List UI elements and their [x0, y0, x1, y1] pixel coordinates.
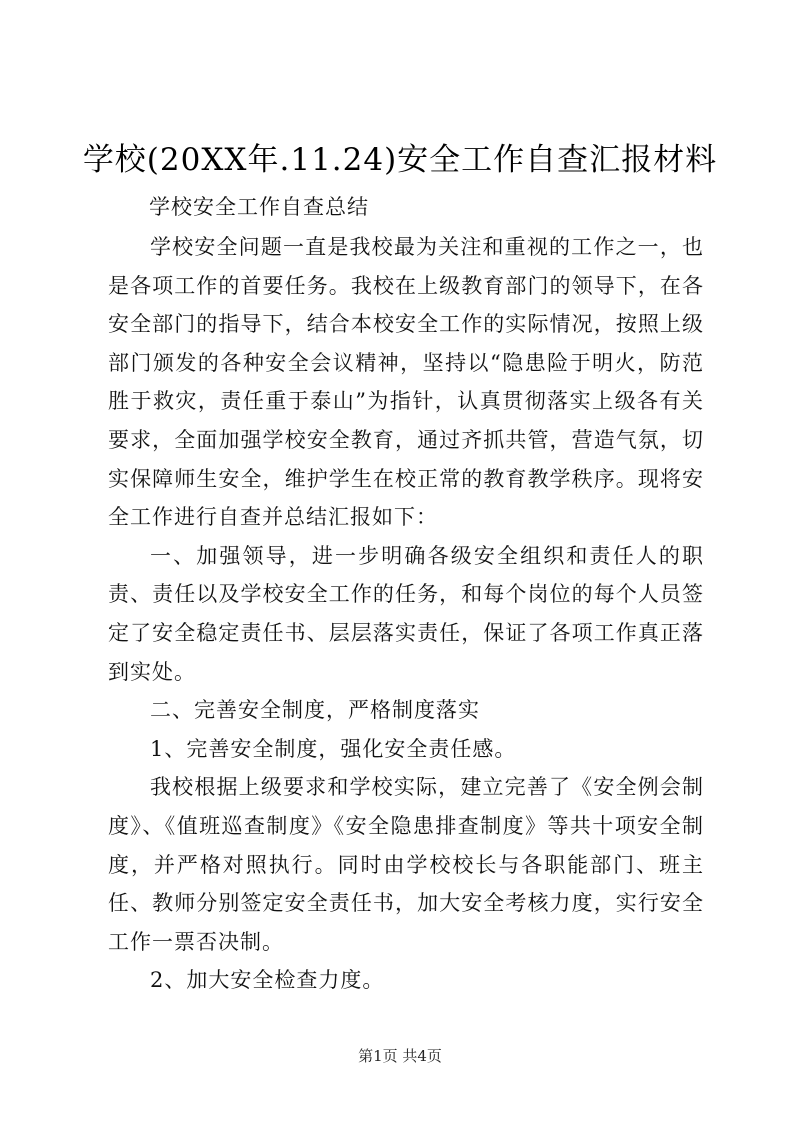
page-number: 第1页 共4页 — [358, 1047, 442, 1065]
document-subtitle: 学校安全工作自查总结 — [149, 195, 369, 219]
paragraph-item-1-body: 我校根据上级要求和学校实际，建立完善了《安全例会制度》、《值班巡查制度》《安全隐患排查制度》等共十项安全制度，并严格对照执行。同时由学校校长与各职能部门、班主任、教师分别签定安全责任书，加大安全考核力度，实行安全工作一票否决制。 — [108, 775, 704, 954]
paragraph-section-1: 一、加强领导，进一步明确各级安全组织和责任人的职责、责任以及学校安全工作的任务，和每个岗位的每个人员签定了安全稳定责任书、层层落实责任，保证了各项工作真正落到实处。 — [108, 543, 704, 684]
paragraph-intro: 学校安全问题一直是我校最为关注和重视的工作之一，也是各项工作的首要任务。我校在上级教育部门的领导下，在各安全部门的指导下，结合本校安全工作的实际情况，按照上级部门颁发的各种安全会议精神，坚持以“隐患险于明火，防范胜于救灾，责任重于泰山”为指针，认真贯彻落实上级各有关要求，全面加强学校安全教育，通过齐抓共管，营造气氛，切实保障师生安全，维护学生在校正常的教育教学秩序。现将安全工作进行自查并总结汇报如下： — [108, 235, 704, 530]
document-title: 学校(20XX年.11.24)安全工作自查汇报材料 — [82, 142, 718, 178]
paragraph-section-2-heading: 二、完善安全制度，严格制度落实 — [150, 698, 480, 723]
paragraph-item-2-heading: 2、加大安全检查力度。 — [150, 968, 385, 993]
document-body — [108, 228, 704, 1000]
paragraph-item-1-heading: 1、完善安全制度，强化安全责任感。 — [150, 736, 517, 761]
page-footer — [0, 1046, 800, 1066]
